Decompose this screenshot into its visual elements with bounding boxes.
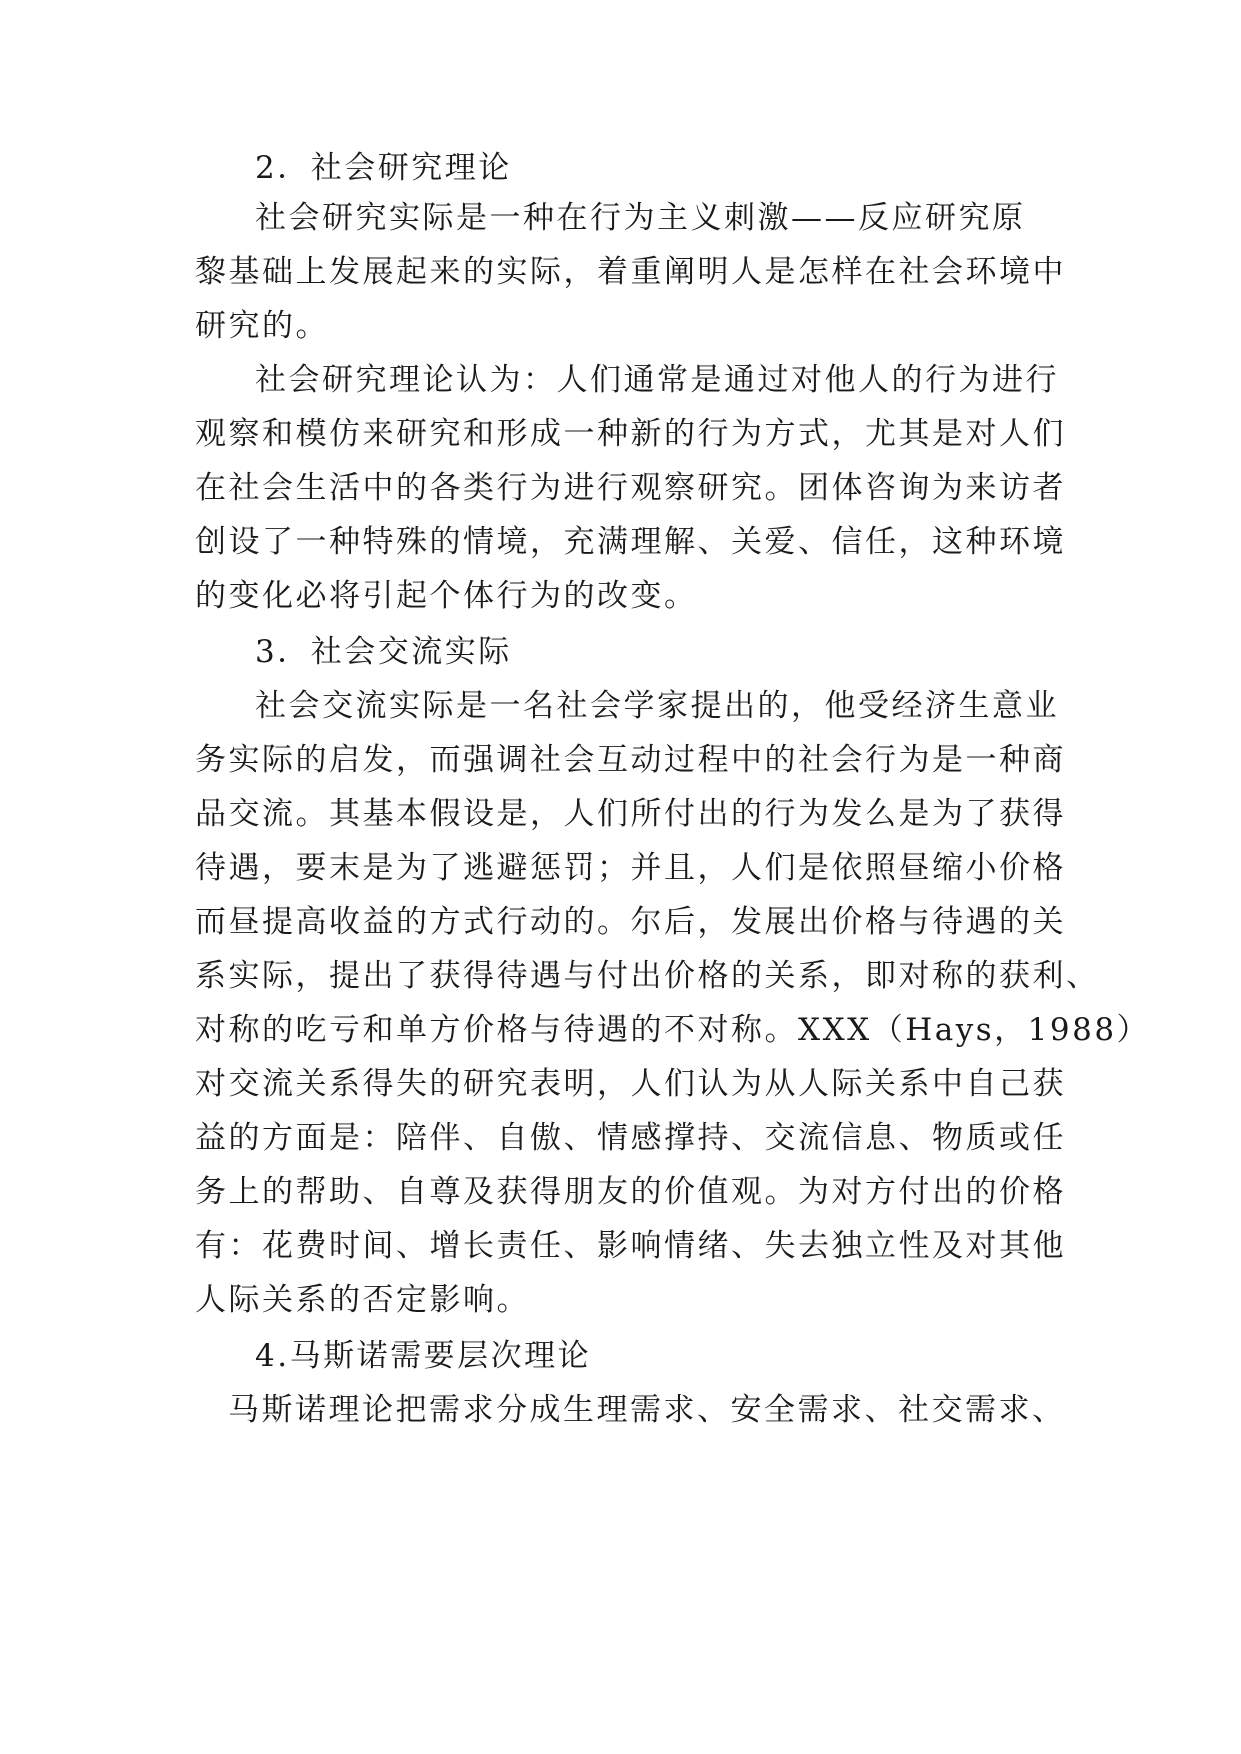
paragraph-line: 对交流关系得失的研究表明，人们认为从人际关系中自己获	[195, 1066, 1066, 1102]
paragraph-line: 黎基础上发展起来的实际，着重阐明人是怎样在社会环境中	[195, 254, 1066, 290]
section-heading: 3．社会交流实际	[255, 634, 512, 670]
section-heading: 2．社会研究理论	[255, 150, 512, 186]
paragraph-line: 在社会生活中的各类行为进行观察研究。团体咨询为来访者	[195, 470, 1066, 506]
paragraph-line: 社会交流实际是一名社会学家提出的，他受经济生意业	[255, 688, 1059, 724]
paragraph-line: 马斯诺理论把需求分成生理需求、安全需求、社交需求、	[228, 1392, 1066, 1428]
paragraph-line: 品交流。其基本假设是，人们所付出的行为发么是为了获得	[195, 796, 1066, 832]
paragraph-line: 益的方面是：陪伴、自傲、情感撑持、交流信息、物质或任	[195, 1120, 1066, 1156]
paragraph-line: 务实际的启发，而强调社会互动过程中的社会行为是一种商	[195, 742, 1066, 778]
paragraph-line: 创设了一种特殊的情境，充满理解、关爱、信任，这种环境	[195, 524, 1066, 560]
paragraph-line: 的变化必将引起个体行为的改变。	[195, 578, 698, 614]
paragraph-line: 研究的。	[195, 308, 329, 344]
paragraph-line: 人际关系的否定影响。	[195, 1282, 530, 1318]
paragraph-line: 务上的帮助、自尊及获得朋友的价值观。为对方付出的价格	[195, 1174, 1066, 1210]
paragraph-line: 对称的吃亏和单方价格与待遇的不对称。XXX（Hays，1988）	[195, 1012, 1151, 1048]
paragraph-line: 社会研究理论认为：人们通常是通过对他人的行为进行	[255, 362, 1059, 398]
paragraph-line: 社会研究实际是一种在行为主义刺激——反应研究原	[255, 200, 1026, 236]
paragraph-line: 观察和模仿来研究和形成一种新的行为方式，尤其是对人们	[195, 416, 1066, 452]
paragraph-line: 系实际，提出了获得待遇与付出价格的关系，即对称的获利、	[195, 958, 1100, 994]
paragraph-line: 有：花费时间、增长责任、影响情绪、失去独立性及对其他	[195, 1228, 1066, 1264]
paragraph-line: 待遇，要末是为了逃避惩罚；并且，人们是依照昼缩小价格	[195, 850, 1066, 886]
section-heading: 4.马斯诺需要层次理论	[255, 1338, 592, 1374]
paragraph-line: 而昼提高收益的方式行动的。尔后，发展出价格与待遇的关	[195, 904, 1066, 940]
